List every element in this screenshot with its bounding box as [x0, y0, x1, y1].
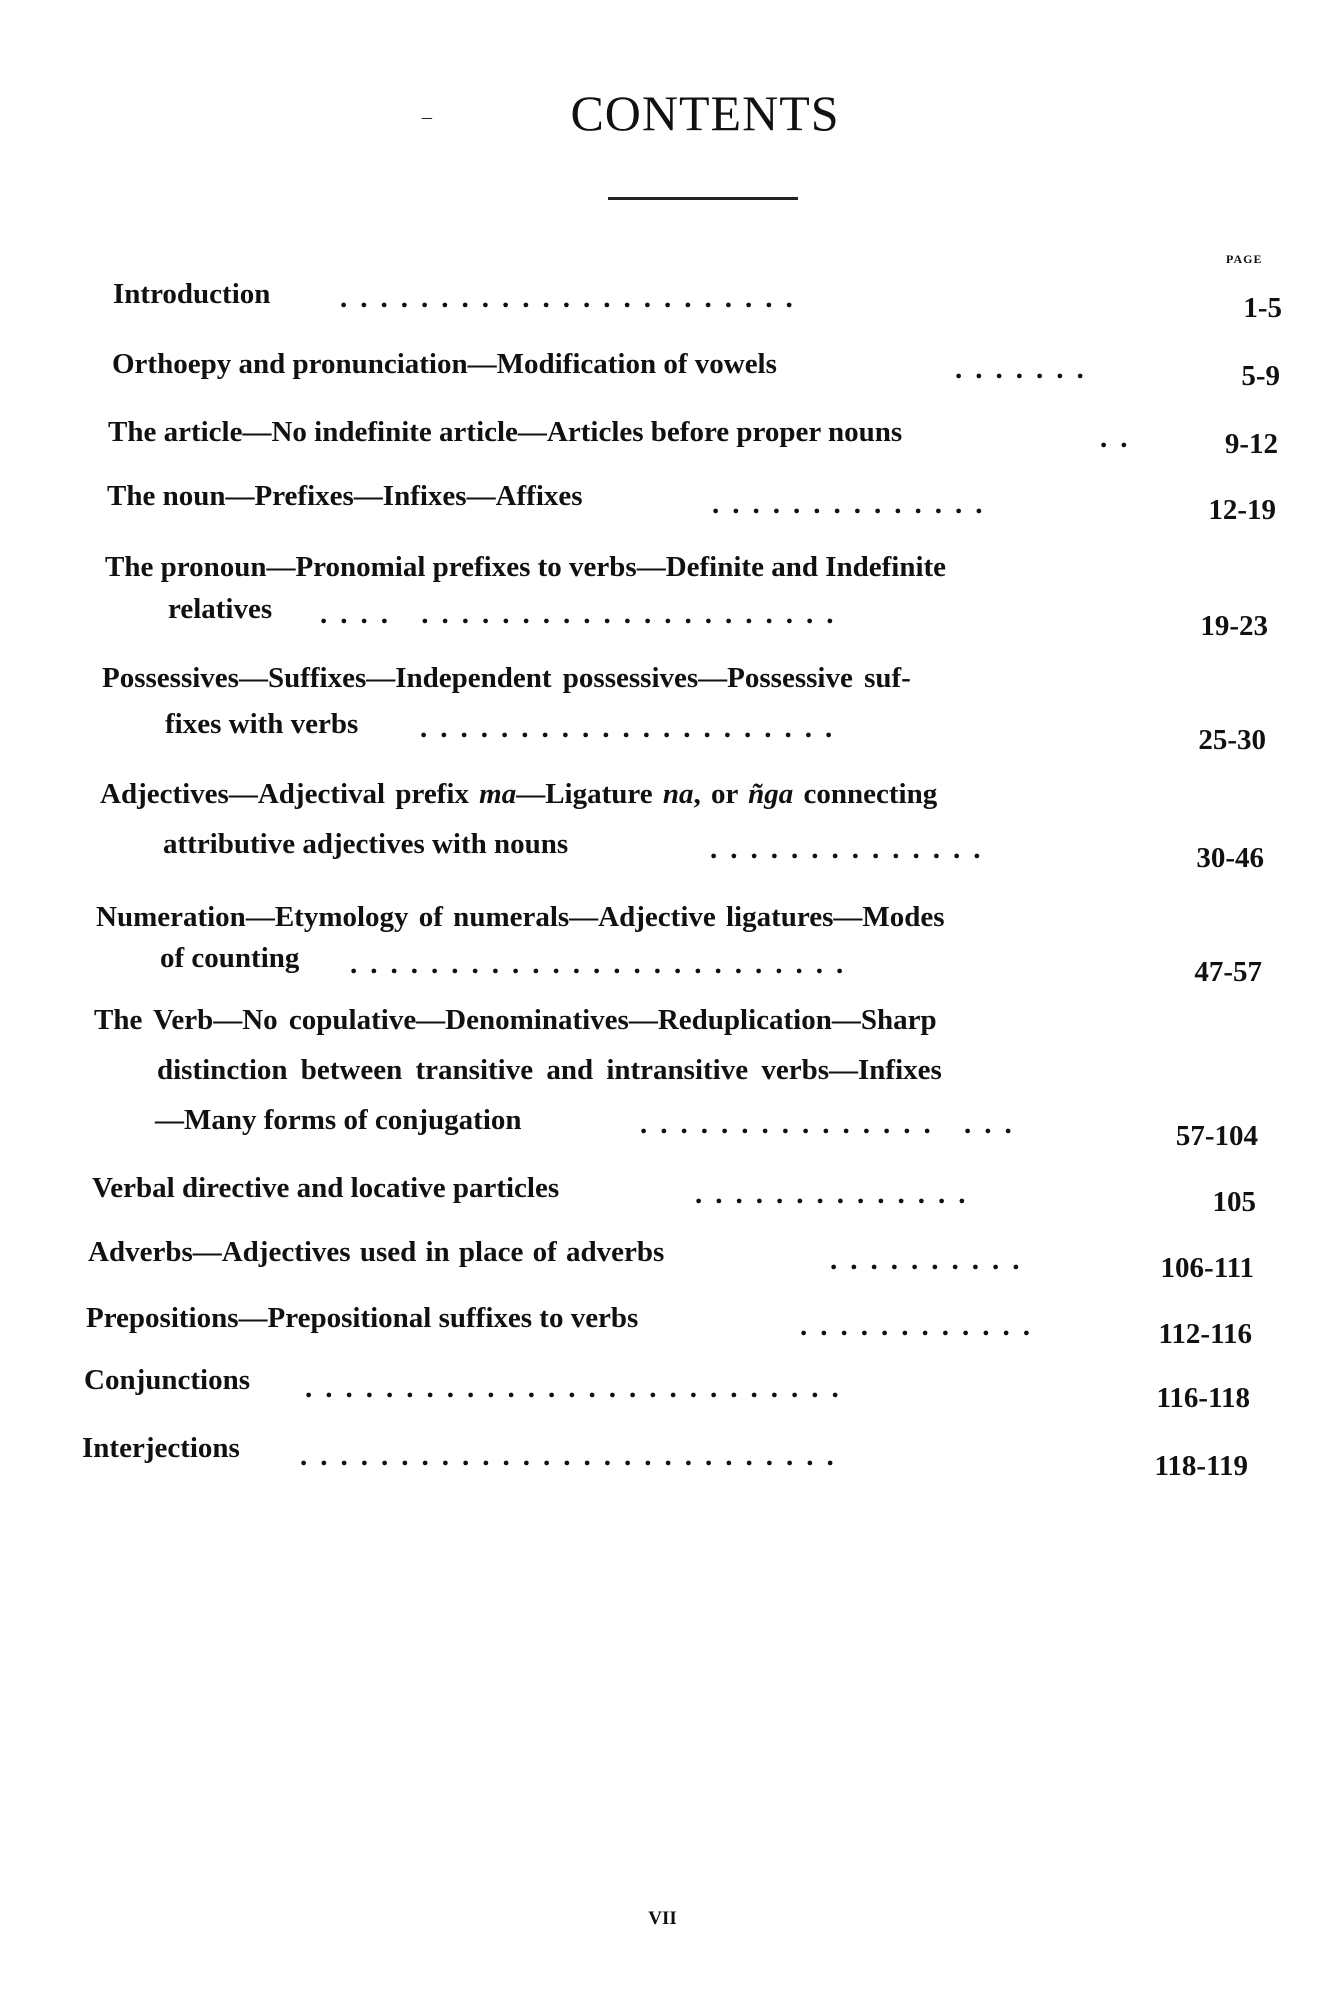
toc-entry-page: 9-12	[1224, 428, 1278, 460]
toc-entry-title: Introduction	[113, 278, 271, 310]
toc-entry-page: 116-118	[1156, 1382, 1250, 1414]
toc-entry-title: The noun—Prefixes—Infixes—Affixes	[107, 480, 583, 512]
page-column-label: PAGE	[1226, 252, 1263, 266]
leader-dots: .........................	[350, 948, 857, 980]
toc-entry-title: Possessives—Suffixes—Independent possessives—Possessive suf-	[102, 662, 911, 694]
leader-dots: .... .....................	[320, 598, 847, 630]
italic-ligature-na: na	[662, 778, 694, 810]
toc-entry-title: The article—No indefinite article—Articles before proper nouns	[108, 416, 903, 448]
toc-entry-page: 57-104	[1175, 1120, 1258, 1152]
toc-entry-title-continued: —Many forms of conjugation	[155, 1104, 522, 1136]
toc-entry-page: 1-5	[1243, 292, 1282, 324]
toc-entry-title-continued: fixes with verbs	[165, 708, 359, 740]
toc-entry-title-continued: relatives	[168, 593, 273, 625]
leader-dots: ..............	[695, 1178, 979, 1210]
toc-entry-title: Adjectives—Adjectival prefix ma—Ligature na, or ñga connecting	[100, 778, 938, 810]
page-title: CONTENTS	[570, 85, 840, 141]
toc-entry-page: 112-116	[1158, 1318, 1252, 1350]
toc-entry-title-continued: of counting	[160, 942, 300, 974]
toc-entry-title: Prepositions—Prepositional suffixes to verbs	[86, 1302, 639, 1334]
italic-ligature-nga: ñga	[748, 778, 794, 810]
leader-dots: ...........................	[300, 1440, 847, 1472]
italic-prefix-ma: ma	[479, 778, 517, 810]
leader-dots: .......	[955, 353, 1097, 385]
toc-entry-page: 25-30	[1198, 724, 1266, 756]
leader-dots: ..........	[830, 1244, 1033, 1276]
toc-entry-page: 47-57	[1194, 956, 1262, 988]
toc-entry-title: The pronoun—Pronomial prefixes to verbs—Definite and Indefinite	[105, 551, 947, 583]
toc-entry-page: 5-9	[1241, 360, 1280, 392]
title-rule-divider	[608, 197, 798, 200]
leader-dots: ...........................	[305, 1372, 852, 1404]
stray-mark: –	[422, 106, 432, 128]
toc-entry-title: Conjunctions	[84, 1364, 250, 1396]
leader-dots: ..	[1100, 422, 1141, 454]
toc-entry-title: Numeration—Etymology of numerals—Adjective ligatures—Modes	[96, 901, 945, 933]
toc-entry-page: 30-46	[1196, 842, 1264, 874]
leader-dots: ..............	[710, 833, 994, 865]
toc-entry-title: Interjections	[82, 1432, 240, 1464]
leader-dots: .......................	[340, 282, 806, 314]
toc-entry-page: 105	[1212, 1186, 1256, 1218]
toc-entry-title: Orthoepy and pronunciation—Modification of vowels	[112, 348, 777, 380]
toc-entry-title: Adverbs—Adjectives used in place of adverbs	[88, 1236, 665, 1268]
leader-dots: .....................	[420, 712, 846, 744]
toc-entry-title: Verbal directive and locative particles	[92, 1172, 560, 1204]
toc-entry-page: 118-119	[1154, 1450, 1248, 1482]
toc-entry-title-continued: attributive adjectives with nouns	[163, 828, 569, 860]
toc-entry-title: The Verb—No copulative—Denominatives—Reduplication—Sharp	[94, 1004, 937, 1036]
leader-dots: ............... ...	[640, 1108, 1025, 1140]
page-number-footer: VII	[648, 1908, 677, 1929]
toc-entry-page: 19-23	[1200, 610, 1268, 642]
toc-entry-title-continued: distinction between transitive and intransitive verbs—Infixes	[157, 1054, 942, 1086]
toc-entry-page: 106-111	[1160, 1252, 1254, 1284]
leader-dots: ............	[800, 1310, 1043, 1342]
leader-dots: ..............	[712, 488, 996, 520]
toc-entry-page: 12-19	[1208, 494, 1276, 526]
